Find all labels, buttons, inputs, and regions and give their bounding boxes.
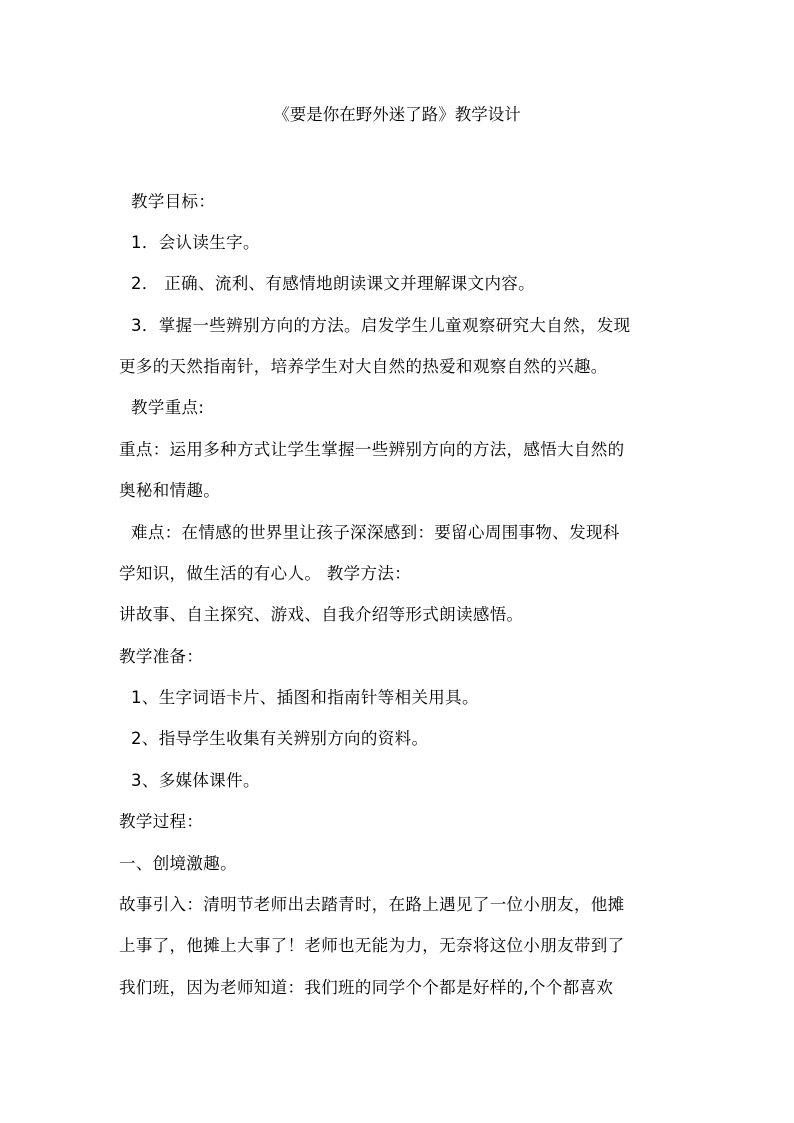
focus-difficult-point-continued: 学知识，做生活的有心人。 教学方法： bbox=[119, 564, 412, 583]
objective-item-2: 2． 正确、流利、有感情地朗读课文并理解课文内容。 bbox=[131, 274, 535, 293]
heading-teaching-objectives: 教学目标： bbox=[131, 192, 216, 211]
preparation-item-3: 3、多媒体课件。 bbox=[131, 771, 260, 790]
heading-teaching-process: 教学过程： bbox=[119, 812, 204, 831]
story-intro-line-2: 上事了，他摊上大事了！老师也无能为力，无奈将这位小朋友带到了 bbox=[119, 936, 625, 955]
teaching-methods-text: 讲故事、自主探究、游戏、自我介绍等形式朗读感悟。 bbox=[119, 605, 524, 624]
story-intro-line-1: 故事引入：清明节老师出去踏青时，在路上遇见了一位小朋友，他摊 bbox=[119, 895, 625, 914]
story-intro-line-3: 我们班，因为老师知道：我们班的同学个个都是好样的,个个都喜欢 bbox=[119, 978, 614, 997]
preparation-item-2: 2、指导学生收集有关辨别方向的资料。 bbox=[131, 729, 429, 748]
process-section-1-heading: 一、创境激趣。 bbox=[119, 854, 237, 873]
heading-teaching-preparation: 教学准备： bbox=[119, 647, 204, 666]
heading-teaching-focus: 教学重点: bbox=[131, 398, 205, 417]
objective-item-3: 3．掌握一些辨别方向的方法。启发学生儿童观察研究大自然，发现 bbox=[131, 316, 631, 335]
objective-item-3-continued: 更多的天然指南针，培养学生对大自然的热爱和观察自然的兴趣。 bbox=[119, 357, 608, 376]
document-title: 《要是你在野外迷了路》教学设计 bbox=[273, 105, 521, 124]
preparation-item-1: 1、生字词语卡片、插图和指南针等相关用具。 bbox=[131, 688, 479, 707]
focus-key-point-continued: 奥秘和情趣。 bbox=[119, 481, 221, 500]
focus-difficult-point: 难点：在情感的世界里让孩子深深感到：要留心周围事物、发现科 bbox=[131, 523, 620, 542]
focus-key-point: 重点：运用多种方式让学生掌握一些辨别方向的方法，感悟大自然的 bbox=[119, 440, 625, 459]
objective-item-1: 1．会认读生字。 bbox=[131, 233, 260, 252]
